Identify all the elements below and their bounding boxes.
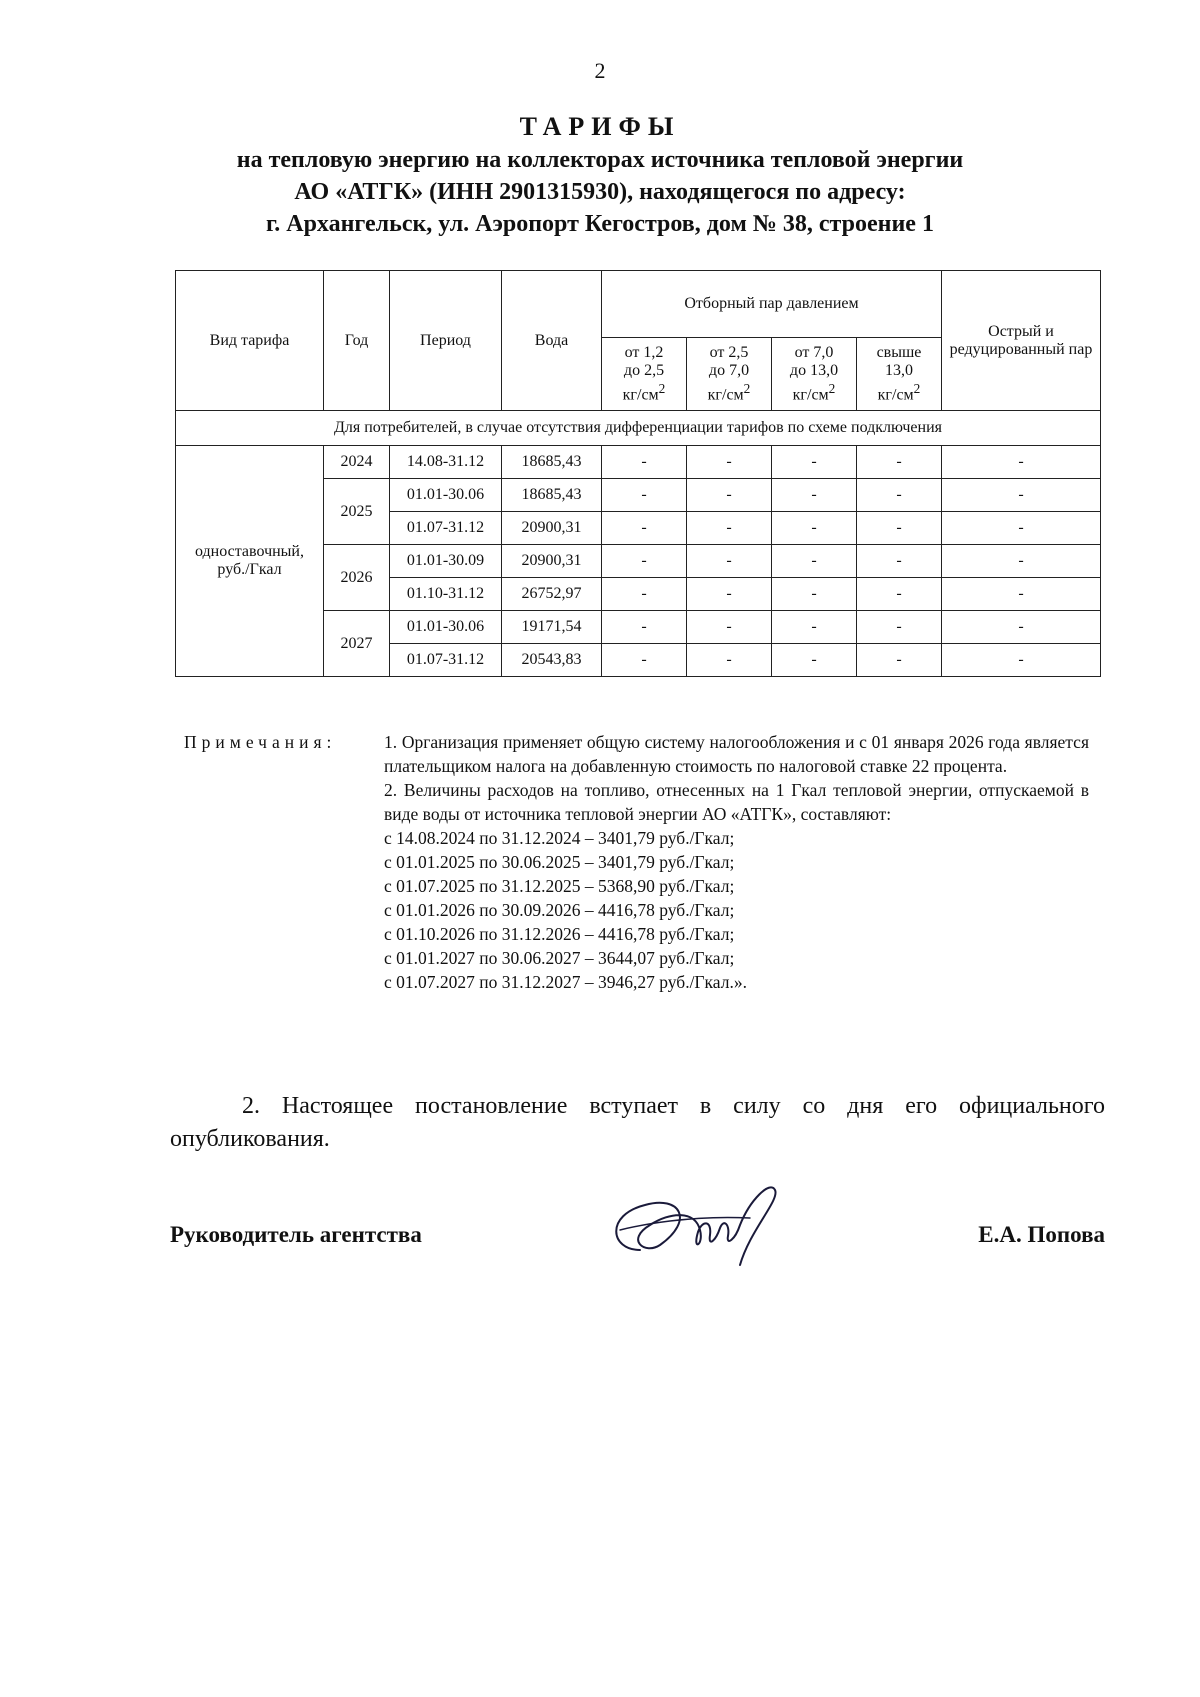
- dash-cell: -: [602, 446, 687, 479]
- dash-cell: -: [857, 644, 942, 677]
- fuel-line: с 01.07.2025 по 31.12.2025 – 5368,90 руб./Гкал;: [384, 876, 735, 896]
- header-tariff-type: Вид тарифа: [176, 271, 324, 411]
- period-cell: 01.01-30.06: [390, 479, 502, 512]
- header-year: Год: [324, 271, 390, 411]
- title-line-3: г. Архангельск, ул. Аэропорт Кегостров, дом № 38, строение 1: [266, 211, 934, 237]
- document-title: [150, 110, 1050, 240]
- header-period: Период: [390, 271, 502, 411]
- dash-cell: -: [772, 479, 857, 512]
- dash-cell: -: [942, 446, 1101, 479]
- section-label: Для потребителей, в случае отсутствия дифференциации тарифов по схеме подключения: [176, 411, 1101, 446]
- dash-cell: -: [687, 545, 772, 578]
- water-cell: 20900,31: [502, 512, 602, 545]
- fuel-line: с 01.01.2027 по 30.06.2027 – 3644,07 руб./Гкал;: [384, 948, 735, 968]
- dash-cell: -: [687, 578, 772, 611]
- period-cell: 01.01-30.06: [390, 611, 502, 644]
- dash-cell: -: [857, 479, 942, 512]
- tariffs-table: [175, 270, 1101, 677]
- notes-body: [384, 730, 1089, 994]
- dash-cell: -: [772, 545, 857, 578]
- dash-cell: -: [942, 644, 1101, 677]
- dash-cell: -: [687, 479, 772, 512]
- section-row: [176, 411, 1101, 446]
- dash-cell: -: [602, 578, 687, 611]
- fuel-line: с 01.07.2027 по 31.12.2027 – 3946,27 руб./Гкал.».: [384, 972, 747, 992]
- dash-cell: -: [602, 512, 687, 545]
- dash-cell: -: [687, 611, 772, 644]
- dash-cell: -: [942, 545, 1101, 578]
- fuel-line: с 14.08.2024 по 31.12.2024 – 3401,79 руб./Гкал;: [384, 828, 735, 848]
- clause-2: 2. Настоящее постановление вступает в силу со дня его официального опубликования.: [170, 1093, 1105, 1152]
- dash-cell: -: [772, 578, 857, 611]
- dash-cell: -: [602, 611, 687, 644]
- note-2: 2. Величины расходов на топливо, отнесенных на 1 Гкал тепловой энергии, отпускаемой в виде воды от источника тепловой энергии АО «АТГК», составляют:: [384, 780, 1089, 824]
- dash-cell: -: [602, 479, 687, 512]
- period-cell: 01.10-31.12: [390, 578, 502, 611]
- fuel-line: с 01.01.2026 по 30.09.2026 – 4416,78 руб./Гкал;: [384, 900, 735, 920]
- dash-cell: -: [772, 446, 857, 479]
- period-cell: 14.08-31.12: [390, 446, 502, 479]
- header-steam-group: Отборный пар давлением: [602, 271, 942, 338]
- period-cell: 01.07-31.12: [390, 512, 502, 545]
- signatory-name: Е.А. Попова: [978, 1222, 1105, 1247]
- water-cell: 26752,97: [502, 578, 602, 611]
- notes-label: Примечания:: [184, 732, 337, 752]
- title-main: ТАРИФЫ: [519, 112, 681, 141]
- dash-cell: -: [942, 611, 1101, 644]
- period-cell: 01.01-30.09: [390, 545, 502, 578]
- dash-cell: -: [687, 644, 772, 677]
- water-cell: 18685,43: [502, 446, 602, 479]
- dash-cell: -: [602, 644, 687, 677]
- water-cell: 20900,31: [502, 545, 602, 578]
- header-steam-col-2: от 2,5 до 7,0 $кг/см^2$: [687, 338, 772, 411]
- signature-icon: [600, 1170, 800, 1280]
- dash-cell: -: [857, 512, 942, 545]
- dash-cell: -: [942, 512, 1101, 545]
- header-steam-col-4: свыше 13,0 $кг/см^2$: [857, 338, 942, 411]
- page-number: 2: [594, 58, 606, 83]
- dash-cell: -: [772, 644, 857, 677]
- year-cell: 2025: [324, 479, 390, 545]
- fuel-line: с 01.10.2026 по 31.12.2026 – 4416,78 руб./Гкал;: [384, 924, 735, 944]
- dash-cell: -: [687, 446, 772, 479]
- dash-cell: -: [857, 578, 942, 611]
- dash-cell: -: [602, 545, 687, 578]
- header-steam-col-3: от 7,0 до 13,0 $кг/см^2$: [772, 338, 857, 411]
- tariff-type-cell: одноставочный, руб./Гкал: [176, 446, 324, 677]
- signatory-role: Руководитель агентства: [170, 1222, 422, 1247]
- dash-cell: -: [857, 611, 942, 644]
- dash-cell: -: [942, 578, 1101, 611]
- water-cell: 19171,54: [502, 611, 602, 644]
- header-water: Вода: [502, 271, 602, 411]
- water-cell: 20543,83: [502, 644, 602, 677]
- header-steam-col-1: от 1,2 до 2,5 $кг/см^2$: [602, 338, 687, 411]
- dash-cell: -: [857, 446, 942, 479]
- note-1: 1. Организация применяет общую систему налогообложения и с 01 января 2026 года является плательщиком налога на добавленную стоимость по налоговой ставке 22 процента.: [384, 732, 1089, 776]
- header-acute-steam: Острый и редуцированный пар: [942, 271, 1101, 411]
- title-line-2: АО «АТГК» (ИНН 2901315930), находящегося по адресу:: [294, 179, 906, 205]
- year-cell: 2027: [324, 611, 390, 677]
- header-row-1: [176, 271, 1101, 338]
- dash-cell: -: [772, 512, 857, 545]
- dash-cell: -: [772, 611, 857, 644]
- dash-cell: -: [687, 512, 772, 545]
- dash-cell: -: [942, 479, 1101, 512]
- title-line-1: на тепловую энергию на коллекторах источника тепловой энергии: [236, 147, 964, 173]
- dash-cell: -: [857, 545, 942, 578]
- water-cell: 18685,43: [502, 479, 602, 512]
- period-cell: 01.07-31.12: [390, 644, 502, 677]
- year-cell: 2024: [324, 446, 390, 479]
- year-cell: 2026: [324, 545, 390, 611]
- table-row: [176, 446, 1101, 479]
- fuel-line: с 01.01.2025 по 30.06.2025 – 3401,79 руб./Гкал;: [384, 852, 735, 872]
